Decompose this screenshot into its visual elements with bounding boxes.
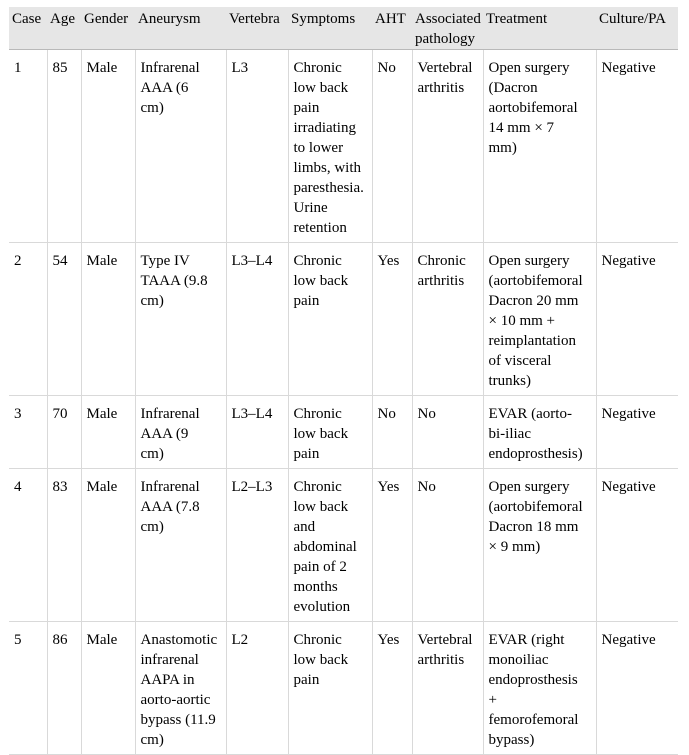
cell-text: Negative (601, 479, 656, 495)
table-cell (483, 50, 596, 243)
clinical-cases-table (9, 7, 678, 755)
cell-text: Infrarenal AAA (6 cm) (140, 60, 200, 116)
cell-text: EVAR (aorto- bi-iliac endoprosthesis) (488, 406, 583, 462)
header-cell: Culture/PA (596, 7, 678, 50)
table-cell (47, 622, 81, 755)
cell-text: Male (86, 60, 118, 76)
header-row (9, 7, 678, 50)
header-cell: Associated pathology (412, 7, 483, 50)
table-cell (412, 469, 483, 622)
cell-text: Negative (601, 60, 656, 76)
cell-text: L2 (231, 632, 249, 648)
table-cell (135, 243, 226, 396)
cell-text: Negative (601, 253, 656, 269)
table-cell (226, 396, 288, 469)
cell-text: 5 (14, 632, 22, 648)
table-cell (596, 243, 678, 396)
table-cell (226, 469, 288, 622)
cell-text: Infrarenal AAA (7.8 cm) (140, 479, 200, 535)
table-cell (483, 622, 596, 755)
table-cell (81, 469, 135, 622)
table-cell (412, 396, 483, 469)
table-cell (47, 469, 81, 622)
cell-text: 54 (52, 253, 68, 269)
table-row (9, 50, 678, 243)
cell-text: Open surgery (aortobifemoral Dacron 20 mm × 10 mm + reimplantation of visceral trunks) (488, 253, 583, 389)
header-cell: Aneurysm (135, 7, 226, 50)
cell-text: EVAR (right monoiliac endoprosthesis + femorofemoral bypass) (488, 632, 579, 748)
cell-text: 85 (52, 60, 68, 76)
table-cell (9, 469, 47, 622)
table-cell (412, 243, 483, 396)
cell-text: Type IV TAAA (9.8 cm) (140, 253, 208, 309)
cell-text: Anastomotic infrarenal AAPA in aorto-aortic bypass (11.9 cm) (140, 632, 218, 748)
table-cell (372, 50, 412, 243)
header-cell: AHT (372, 7, 412, 50)
header-cell: Vertebra (226, 7, 288, 50)
cell-text: L3–L4 (231, 406, 273, 422)
cell-text: Negative (601, 406, 656, 422)
cell-text: Yes (377, 479, 400, 495)
cell-text: Open surgery (Dacron aortobifemoral 14 mm × 7 mm) (488, 60, 578, 156)
table-cell (9, 50, 47, 243)
cell-text: L3 (231, 60, 249, 76)
table-cell (47, 243, 81, 396)
cell-text: Negative (601, 632, 656, 648)
cell-text: Chronic low back and abdominal pain of 2 months evolution (293, 479, 357, 615)
cell-text: Chronic low back pain (293, 406, 349, 462)
header-cell: Gender (81, 7, 135, 50)
cell-text: No (377, 406, 396, 422)
table-cell (135, 396, 226, 469)
table-cell (9, 396, 47, 469)
table-cell (412, 50, 483, 243)
cell-text: Chronic arthritis (417, 253, 466, 289)
table-cell (81, 396, 135, 469)
table-cell (596, 396, 678, 469)
cell-text: 70 (52, 406, 68, 422)
table-cell (47, 50, 81, 243)
table-row (9, 396, 678, 469)
cell-text: Yes (377, 632, 400, 648)
header-cell: Treatment (483, 7, 596, 50)
table-cell (372, 622, 412, 755)
cell-text: Chronic low back pain (293, 632, 349, 688)
table-cell (9, 243, 47, 396)
table-cell (135, 50, 226, 243)
cell-text: 2 (14, 253, 22, 269)
cell-text: 3 (14, 406, 22, 422)
cell-text: No (417, 479, 436, 495)
header-cell: Symptoms (288, 7, 372, 50)
table-cell (226, 622, 288, 755)
table-cell (483, 243, 596, 396)
table-cell (596, 469, 678, 622)
table-row (9, 622, 678, 755)
table-cell (288, 50, 372, 243)
table-cell (226, 50, 288, 243)
cell-text: Vertebral arthritis (417, 632, 473, 668)
cell-text: 1 (14, 60, 22, 76)
table-cell (135, 469, 226, 622)
table-cell (372, 243, 412, 396)
table-cell (596, 622, 678, 755)
table-cell (288, 243, 372, 396)
table-cell (596, 50, 678, 243)
table-cell (9, 622, 47, 755)
cell-text: Chronic low back pain irradiating to lower limbs, with paresthesia. Urine retention (293, 60, 364, 236)
cell-text: 4 (14, 479, 22, 495)
cell-text: Male (86, 253, 118, 269)
table-cell (372, 469, 412, 622)
table-cell (81, 622, 135, 755)
table-cell (288, 469, 372, 622)
cell-text: No (377, 60, 396, 76)
table-cell (372, 396, 412, 469)
table-cell (483, 396, 596, 469)
cell-text: 86 (52, 632, 68, 648)
cell-text: Infrarenal AAA (9 cm) (140, 406, 200, 462)
table-cell (47, 396, 81, 469)
table-row (9, 469, 678, 622)
table-cell (288, 396, 372, 469)
table-cell (81, 243, 135, 396)
table-row (9, 243, 678, 396)
table-cell (412, 622, 483, 755)
cell-text: Open surgery (aortobifemoral Dacron 18 mm × 9 mm) (488, 479, 583, 555)
cell-text: Male (86, 479, 118, 495)
table-cell (226, 243, 288, 396)
header-cell: Case (9, 7, 47, 50)
cell-text: Chronic low back pain (293, 253, 349, 309)
cell-text: No (417, 406, 436, 422)
table-cell (483, 469, 596, 622)
cell-text: Yes (377, 253, 400, 269)
cell-text: Male (86, 632, 118, 648)
table-cell (81, 50, 135, 243)
cell-text: L2–L3 (231, 479, 273, 495)
header-cell: Age (47, 7, 81, 50)
cell-text: 83 (52, 479, 68, 495)
table-cell (288, 622, 372, 755)
cell-text: Male (86, 406, 118, 422)
cell-text: L3–L4 (231, 253, 273, 269)
table-cell (135, 622, 226, 755)
cell-text: Vertebral arthritis (417, 60, 473, 96)
